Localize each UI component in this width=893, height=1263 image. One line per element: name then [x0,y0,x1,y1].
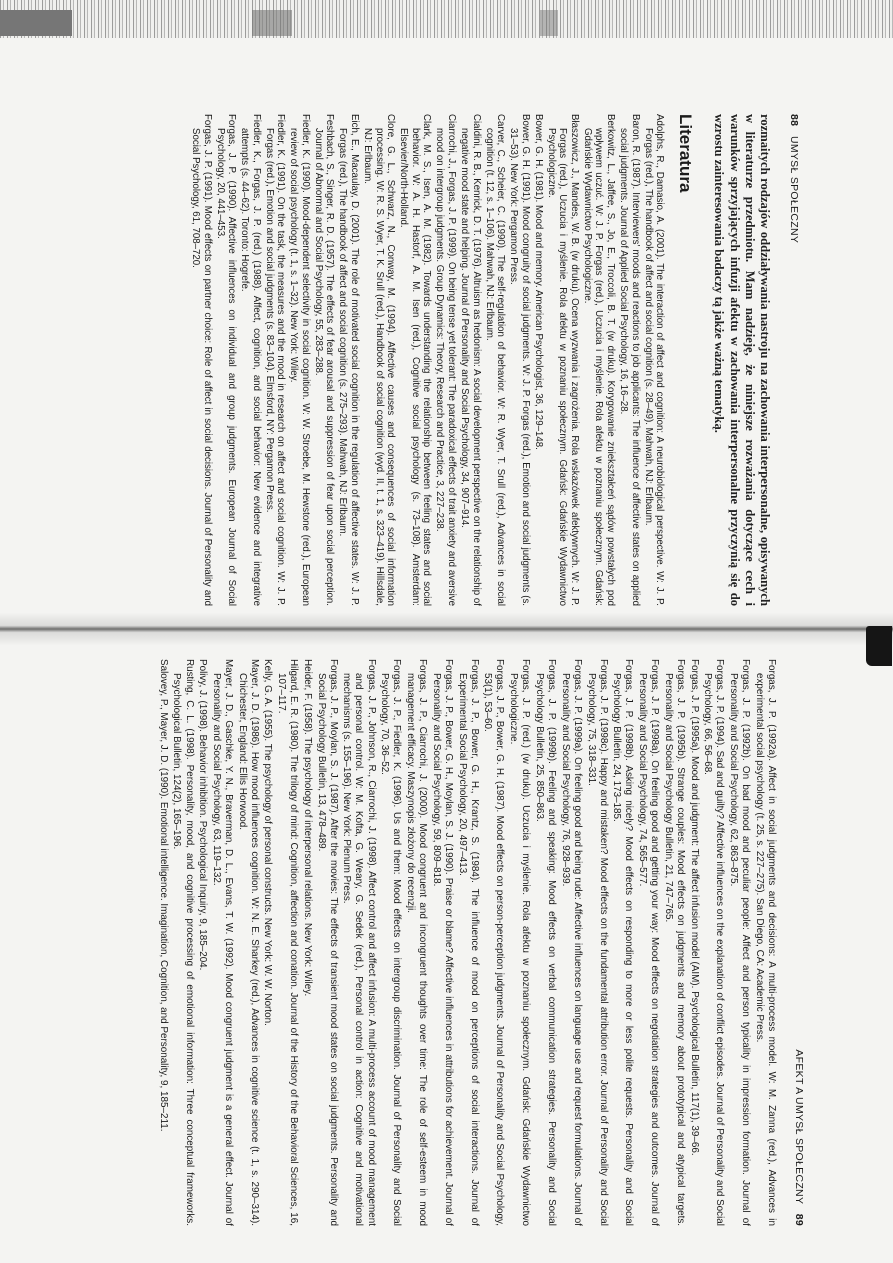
reference-item: Salovey, P., Mayer, J. D. (1990). Emotional intelligence. Imagination, Cognition, and Personality, 9, 185–211. [157,659,169,1132]
reference-item: Fiedler, K., Forgas, J. P. (red.) (1988). Affect, cognition, and social behavior: New evidence and integrative attempts (s. 44–62). Toronto: Hogrefe. [239,114,262,606]
page-number: 89 [793,1213,805,1226]
binding-mark [866,626,892,666]
reference-item: Feshbach, S., Singer, R. D. (1957). The effects of fear arousal and suppression of fear upon social perception. Journal of Abnormal and Social Psychology, 55, 283–288. [312,114,336,606]
reference-item: Forgas, J. P. (red.) (w druku). Uczucia i myślenie. Rola afektu w poznaniu społecznym. Gdańsk: Gdańskie Wydawnictwo Psychologiczne. [508,659,532,1226]
page-89 [40,655,805,1230]
reference-item: Forgas, J. P., Ciarrochi, J. (2000). Mood congruent and incongruent thoughts over time: The role of self-esteem in mood management efficacy. Maszynopis złożony do recenzji. [405,659,429,1226]
reference-item: Mayer, J. D. (1986). How mood influences cognition. W: N. E. Sharkey (red.), Advances in cognitive science (t. 1, s. 290–314). Chichester, England: Ellis Horwood. [236,659,260,1226]
reference-item: Eich, E., Macaulay, D. (2001). The role of motivated social cognition in the regulation of affective states. W: J. P. Forgas (red.), The handbook of affect and social cognition (s. 275–293). Mahwah, NJ: Erlbaum. [337,114,361,606]
running-head-title: UMYSŁ SPOŁECZNY [788,135,800,244]
reference-item: Baron, R. (1987). Interviewers' moods and reactions to job applicants: The influence of affective states on applied social judgments. Journal of Applied Social Psychology, 16, 16–28. [618,114,641,606]
reference-item: Forgas, J. P. (1998a). On feeling good and getting your way: Mood effects on negotiation strategies and outcomes. Journal of Personality and Social Psychology, 74, 565–577. [637,659,661,1226]
reference-item: Forgas, J. P., Fiedler, K. (1996). Us and them: Mood effects on intergroup discrimination. Journal of Personality and Social Psychology, 70, 36–52. [379,659,403,1226]
reference-list [157,659,777,1226]
reference-item: Forgas, J. P., Bower, G. H. (1987). Mood effects on person-perception judgments. Journal of Personality and Social Psychology, 53(1), 53–60. [482,659,506,1226]
reference-item: Clore, G. L., Schwarz, N., Conway, M. (1994). Affective causes and consequences of social information processing. W: R. S. Wyer, T. K. Srull (red.), Handbook of social cognition (wyd. II, t. 1, s. 323–419). Hillsdale, NJ: Erlbaum. [362,114,397,606]
page-88 [60,110,800,610]
page-number: 88 [788,114,800,127]
reference-item: Błaszowicz, J., Mandes, W. B. (w druku). Ocena wyzwania i zagrożenia. Rola wskazówek afektywnych. W: J. P. Forgas (red.), Uczucia i myślenie. Rola afektu w poznaniu społecznym. Gdańsk: Gdańskie Wydawnictwo Psychologiczne. [545,114,580,606]
reference-item: Bower, G. H. (1981). Mood and memory. American Psychologist, 36, 129–148. [532,114,544,450]
reference-item: Mayer, J. D., Gaschke, Y. N., Braverman, D. L., Evans, T. W. (1992). Mood congruent judgment is a general effect. Journal of Personality and Social Psychology, 63, 119–132. [210,659,234,1226]
running-head [793,659,805,1226]
reference-item: Cialdini, R. B., Kenrick, D. T. (1976). Altruism as hedonism: A social development perspective on the relationship of negative mood state and helping. Journal of Personality and Social Psychology, 34, 907–914. [458,114,482,606]
section-title: Literatura [676,114,696,193]
reference-item: Forgas, J. P. (1994). Sad and guilty? Affective influences on the explanation of conflict episodes. Journal of Personality and Social Psychology, 66, 56–68. [702,659,726,1226]
reference-item: Forgas, J. P. (1999b). Feeling and speaking: Mood effects on verbal communication strategies. Personality and Social Psychology Bulletin, 25, 850–863. [533,659,558,1226]
reference-item: Berkowitz, L., Jaffee, S., Jo, E., Troccoli, B. T. (w druku). Korygowanie zniekształceń sądów powstałych pod wpływem uczuć. W: J. P. Forgas (red.), Uczucia i myślenie. Rola afektu w poznaniu społecznym. Gdańsk: Gdańskie Wydawnictwo Psychologiczne. [581,114,617,606]
reference-list [189,114,665,606]
reference-item: Forgas, J. P. (1998b). Asking nicely? Mood effects on responding to more or less polite requests. Personality and Social Psychology Bulletin, 24, 173–185. [611,659,635,1226]
reference-item: Rusting, C. L. (1998). Personality, mood, and cognitive processing of emotional information: Three conceptual frameworks. Psychological Bulletin, 124(2), 165–196. [171,659,195,1226]
reference-item: Forgas, J. P. (1998c). Happy and mistaken? Mood effects on the fundamental attribution error. Journal of Personality and Social Psychology, 75, 318–331. [585,659,609,1226]
reference-item: Forgas, J. P. (1992a). Affect in social judgments and decisions: A multi-process model. W: M. Zanna (red.), Advances in experimental social psychology (t. 25, s. 227–275). San Diego, CA: Academic Press. [753,659,777,1226]
reference-item: Clark, M. S., Isen, A. M. (1982). Towards understanding the relationship between feeling states and social behavior. W: A. H. Hastorf, A. M. Isen (red.), Cognitive social psychology (s. 73–108). Amsterdam: Elsevier/North-Holland. [398,114,433,606]
reference-item: Forgas, J. P., Bower, G. H., Moylan, S. J. (1990). Praise or blame? Affective influences in attributions for achievement. Journal of Personality and Social Psychology, 59, 809–818. [430,659,454,1226]
reference-item: Ciarrochi, J., Forgas, J. P. (1999). On being tense yet tolerant: The paradoxical effects of trait anxiety and aversive mood on intergroup judgments. Group Dynamics: Theory, Research and Practice, 3, 227–238. [434,114,457,606]
page-fold-shadow [0,612,893,646]
reference-item: Heider, F. (1958). The psychology of interpersonal relations. New York: Wiley. [301,659,313,997]
reference-item: Forgas, J. P. (1995a). Mood and judgment: The affect infusion model (AIM). Psychological Bulletin, 117(1), 39–66. [688,659,700,1156]
intro-paragraph: rozmaitych rodzajów oddziaływania nastroju na zachowania interpersonalne, opisywanych w literaturze przedmiotu. Mam nadzieję, że niniejsze rozważania dotyczące cech i warunków sprzyjających infuzji afektu w zachowania interpersonalne przyczynią się do wzrostu zainteresowania badaczy tą jakże ważną tematyką. [712,114,772,606]
reference-item: Fiedler, K. (1991). On the task, the measures and the mood in research on affect and social cognition. W: J. P. Forgas (red.), Emotion and social judgments (s. 83–104). Elmsford, NY: Pergamon Press. [263,114,287,606]
reference-item: Forgas, J. P. (1991). Mood effects on partner choice: Role of affect in social decisions. Journal of Personality and Social Psychology, 61, 708–720. [189,114,213,606]
scan-noise-strip [0,0,893,38]
running-head-title: AFEKT A UMYSŁ SPOŁECZNY [793,1049,805,1205]
reference-item: Kelly, G. A. (1955). The psychology of personal constructs. New York: W. W. Norton. [262,659,274,1026]
running-head [788,114,800,606]
reference-item: Polivy, J. (1998). Behavior inhibition. Psychological Inquiry, 9, 185–204. [197,659,209,971]
reference-item: Hilgard, E. R. (1980). The trilogy of mind: Cognition, affection and conation. Journal of the History of the Behavioral Sciences, 16, 107–117. [276,659,300,1226]
reference-item: Forgas, J. P., Bower, G. H., Krantz, S. (1984). The influence of mood on perceptions of social interactions. Journal of Experimental Social Psychology, 20, 497–413. [456,659,480,1226]
reference-item: Forgas, J. P., Moylan, S. J. (1987). After the movies: The effects of transient mood states on social judgments. Personality and Social Psychology Bulletin, 13, 478–489. [315,659,339,1226]
reference-item: Bower, G. H. (1991). Mood congruity of social judgments. W: J. P. Forgas (red.), Emotion and social judgments (s. 31–53). New York: Pergamon Press. [508,114,531,606]
reference-item: Adolphs, R., Damasio, A. (2001). The interaction of affect and cognition: A neurobiological perspective. W: J. P. Forgas (red.), The handbook of affect and social cognition (s. 28–49). Mahwah, NJ: Erlbaum. [642,114,666,606]
reference-item: Forgas, J. P. (1990). Affective influences on individual and group judgments. European Journal of Social Psychology, 20, 441–453. [214,114,238,606]
reference-item: Forgas, J. P. (1992b). On bad mood and peculiar people: Affect and person typicality in impression formation. Journal of Personality and Social Psychology, 62, 863–875. [728,659,752,1226]
reference-item: Forgas, J. P. (1999a). On feeling good and being rude: Affective influences on language use and request formulations. Journal of Personality and Social Psychology, 76, 928–939. [559,659,583,1226]
reference-item: Forgas, J. P., Johnson, R., Ciarrochi, J. (1998). Affect control and affect infusion: A multi-process account of mood management and personal control. W: M. Kofta, G. Weary, G. Sedek (red.), Personal control in action: Cognitive and motivational mechanisms (s. 155–196). New York: Plenum Press. [341,659,377,1226]
reference-item: Forgas, J. P. (1995b). Strange couples: Mood effects on judgments and memory about prototypical and atypical targets. Personality and Social Psychology Bulletin, 21, 747–765. [662,659,686,1226]
reference-item: Carver, C., Scheier, C. (1990). The self-regulation of behavior. W: R. Wyer, T. Srull (red.), Advances in social cognition (t. 12, s. 1–106). Mahwah, NJ: Erlbaum. [483,114,507,606]
reference-item: Fiedler, K. (1990). Mood-dependent selectivity in social cognition. W: W. Stroebe, M. Hewstone (red.), European review of social psychology (t. 1, s. 1–32). New York: Wiley. [288,114,311,606]
